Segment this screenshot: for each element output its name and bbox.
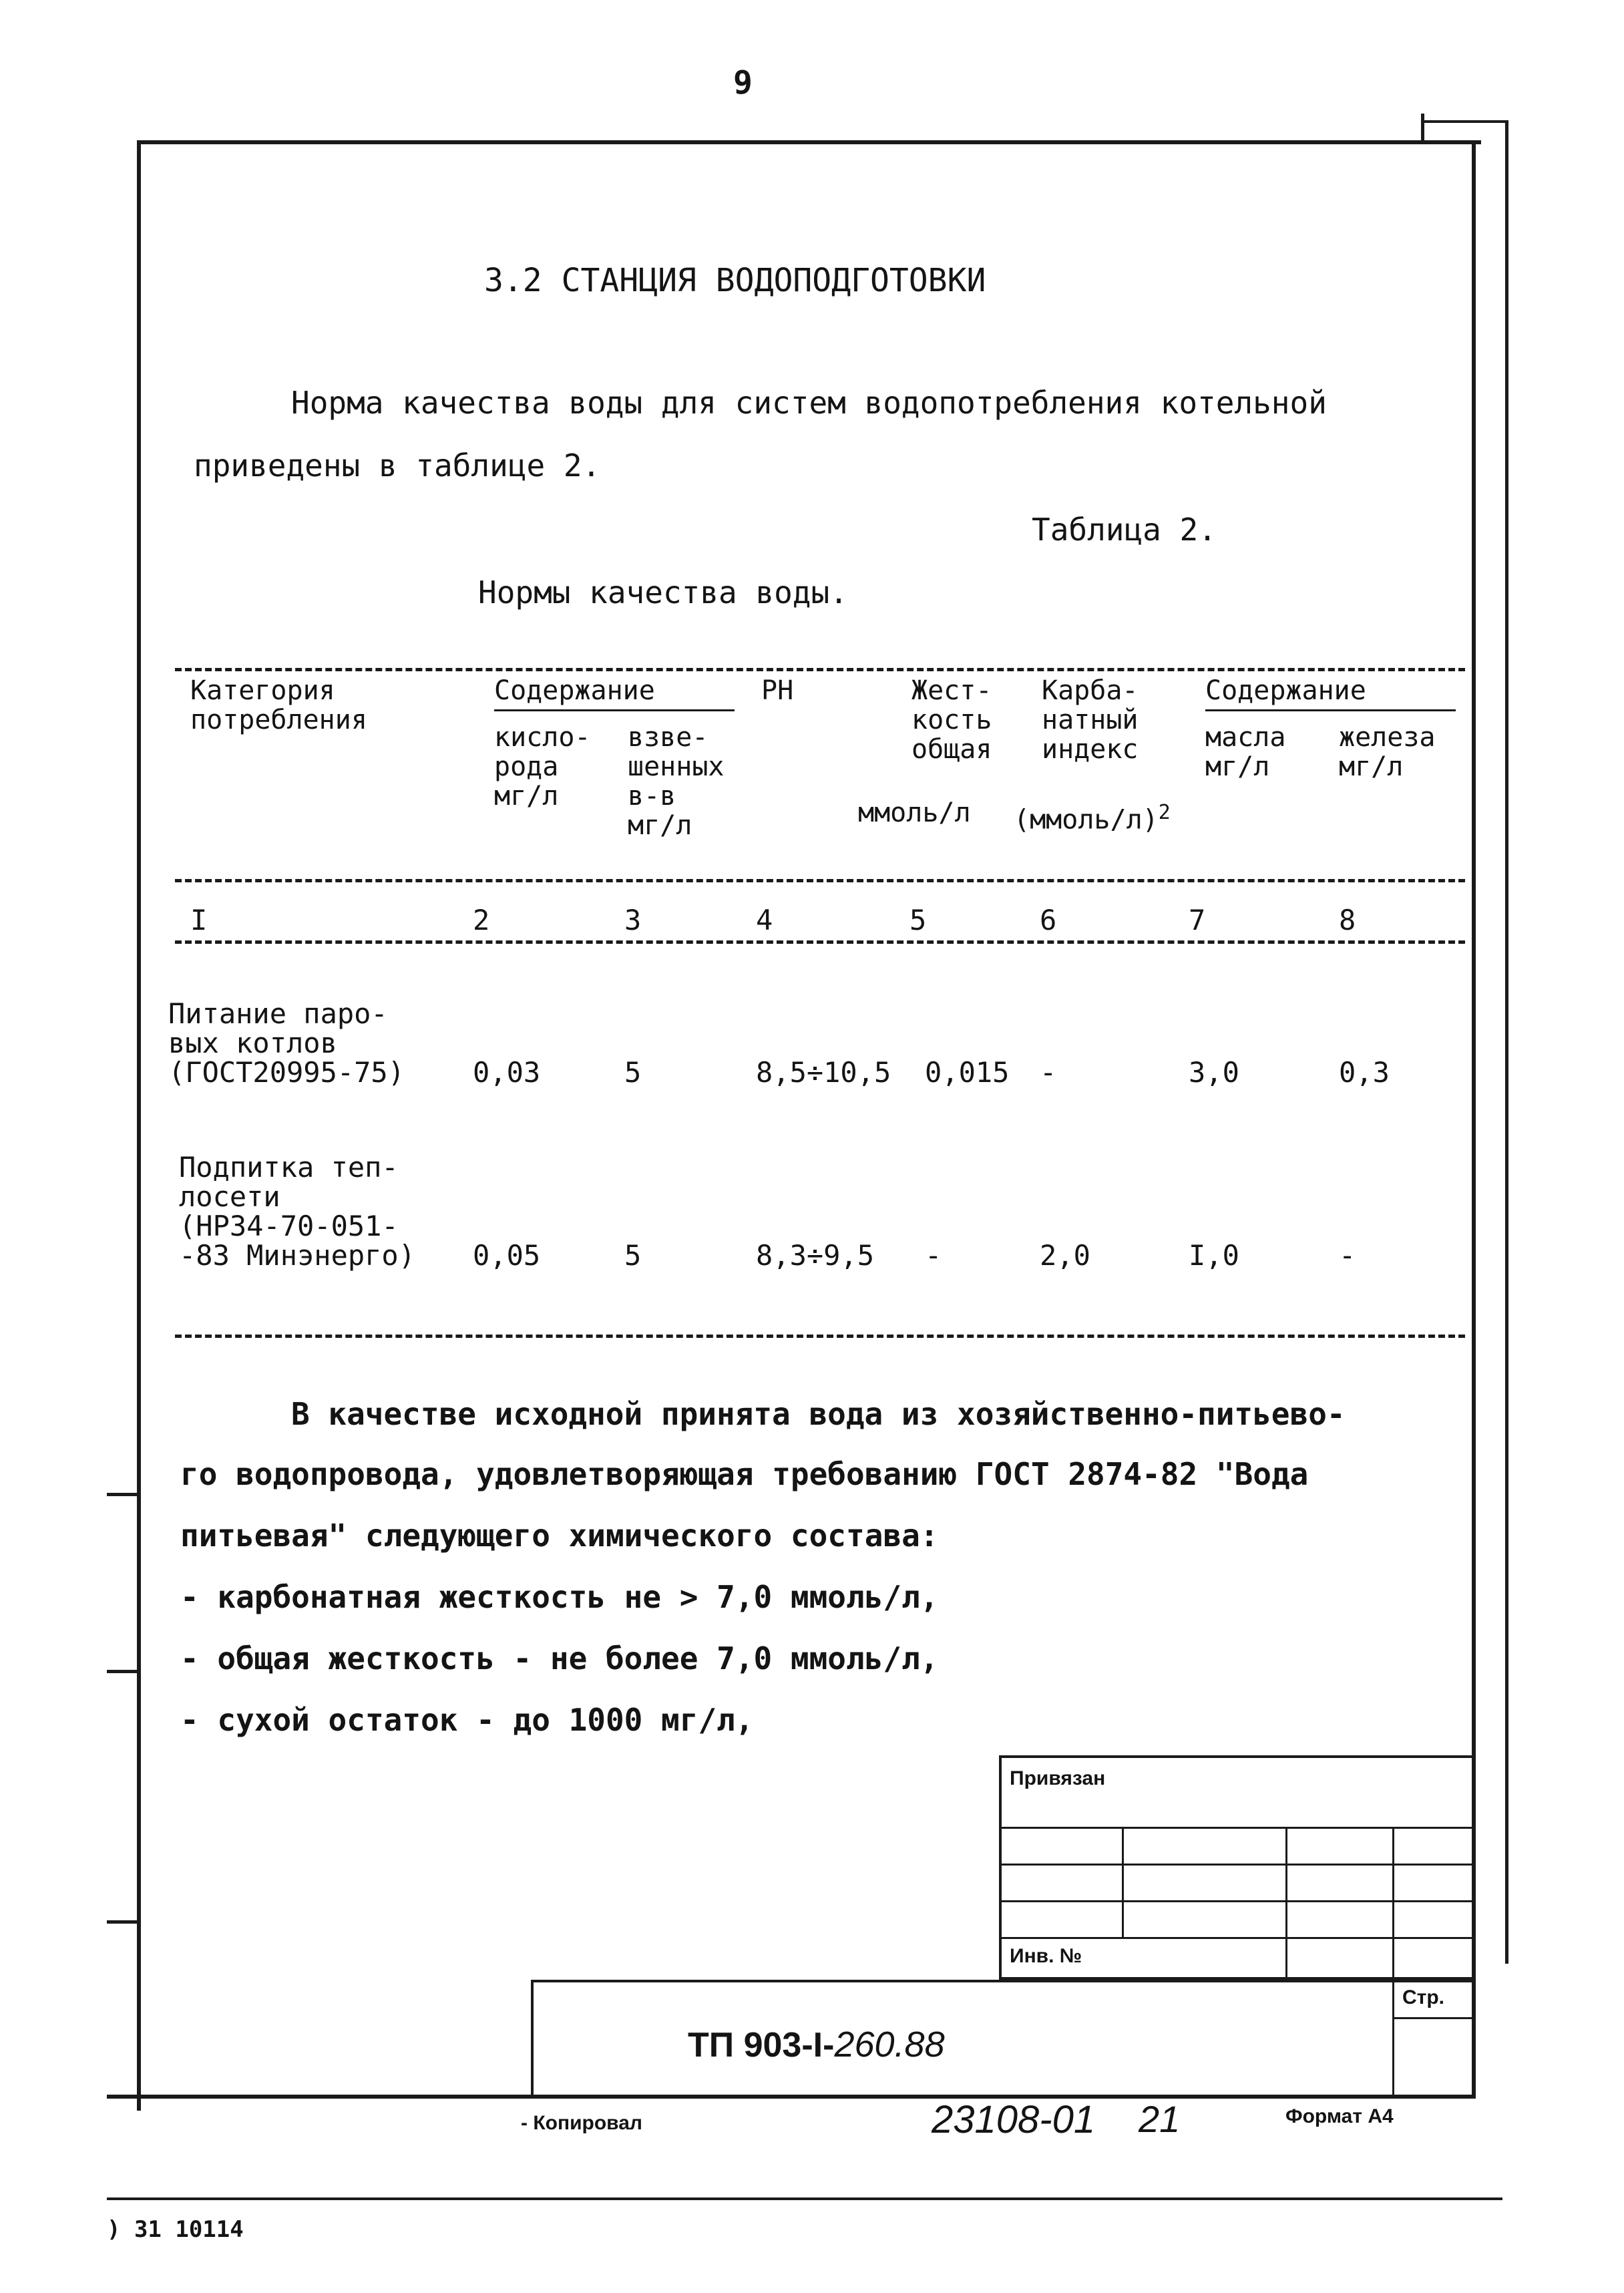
table-row-2-suspended: 5: [624, 1239, 642, 1272]
intro-line-2: приведены в таблице 2.: [194, 448, 601, 484]
frame-left-border: [137, 140, 141, 2111]
bottom-rule: [107, 2197, 1502, 2200]
header-oxygen: кисло- рода мг/л: [494, 722, 591, 812]
stamp-inv-label: Инв. №: [1010, 1945, 1082, 1967]
header-category: Категория потребления: [190, 675, 367, 735]
table-row-1-iron: 0,3: [1339, 1056, 1390, 1089]
list-item: - карбонатная жесткость не > 7,0 ммоль/л,: [180, 1579, 939, 1615]
stamp-grid-line: [999, 1900, 1474, 1902]
table-bottom-rule: [175, 1335, 1465, 1338]
archive-number: 23108-01: [932, 2098, 1096, 2141]
table-row-2-category: Подпитка теп- лосети (НР34-70-051- -83 Минэнерго): [179, 1151, 416, 1272]
table-row-2-oxygen: 0,05: [473, 1239, 541, 1272]
corner-mark-vertical: [1421, 114, 1424, 140]
column-number: 5: [909, 904, 927, 936]
paragraph-line-2: го водопровода, удовлетворяющая требованию ГОСТ 2874-82 "Вода: [180, 1456, 1309, 1492]
header-content-group: Содержание: [494, 675, 655, 706]
table-row-1-ph: 8,5÷10,5: [756, 1056, 891, 1089]
header-content-underline-2: [1205, 709, 1456, 711]
header-bottom-rule: [175, 879, 1465, 882]
stamp-grid-line: [1392, 2017, 1474, 2019]
paragraph-line-1: В качестве исходной принята вода из хозяйственно-питьево-: [291, 1396, 1346, 1432]
header-iron: железа мг/л: [1339, 722, 1436, 782]
column-number: 4: [756, 904, 773, 936]
header-content-group-2: Содержание: [1205, 675, 1366, 706]
header-ph: РН: [761, 675, 794, 706]
copied-label: - Копировал: [521, 2112, 642, 2134]
column-numbers-rule: [175, 940, 1465, 944]
table-title: Нормы качества воды.: [478, 574, 848, 610]
table-top-rule: [175, 668, 1465, 671]
list-item: - общая жесткость - не более 7,0 ммоль/л,: [180, 1640, 939, 1677]
margin-tick: [107, 1920, 140, 1924]
outer-right-border: [1505, 120, 1508, 1964]
stamp-grid-line: [1122, 1827, 1124, 1937]
table-row-2-iron: -: [1339, 1239, 1356, 1272]
table-row-1-hardness: 0,015: [925, 1056, 1010, 1089]
stamp-tied-label: Привязан: [1010, 1767, 1106, 1789]
column-number: 6: [1040, 904, 1057, 936]
table-label: Таблица 2.: [1032, 512, 1217, 548]
stamp-page-label: Стр.: [1402, 1986, 1445, 2008]
format-label: Формат А4: [1285, 2105, 1394, 2127]
intro-line-1: Норма качества воды для систем водопотребления котельной: [291, 385, 1327, 421]
table-row-2-carbonate: 2,0: [1040, 1239, 1090, 1272]
frame-top-border: [139, 140, 1481, 144]
stamp-grid-line: [1392, 1827, 1394, 1980]
header-hardness-unit: ммоль/л: [858, 798, 971, 828]
table-row-2-oil: I,0: [1189, 1239, 1239, 1272]
column-number: I: [190, 904, 208, 936]
header-carbonate: Карба- натный индекс: [1042, 675, 1139, 765]
header-carbonate-unit: (ммоль/л)$^2$: [1014, 801, 1171, 836]
table-row-1-oil: 3,0: [1189, 1056, 1239, 1089]
header-suspended: взве- шенных в-в мг/л: [628, 722, 725, 841]
table-row-2-hardness: -: [925, 1239, 942, 1272]
stamp-grid-line: [1392, 1980, 1394, 2099]
stamp-grid-line: [1285, 1827, 1287, 1980]
margin-tick: [107, 1493, 140, 1496]
section-title: 3.2 СТАНЦИЯ ВОДОПОДГОТОВКИ: [484, 262, 986, 299]
header-oil: масла мг/л: [1205, 722, 1286, 782]
header-hardness: Жест- кость общая: [911, 675, 992, 765]
column-number: 7: [1189, 904, 1206, 936]
column-number: 2: [473, 904, 490, 936]
table-row-1-suspended: 5: [624, 1056, 642, 1089]
header-content-underline: [494, 709, 735, 711]
list-item: - сухой остаток - до 1000 мг/л,: [180, 1702, 754, 1738]
stamp-grid-line: [999, 1864, 1474, 1866]
table-row-2-ph: 8,3÷9,5: [756, 1239, 875, 1272]
stamp-grid-line: [999, 1937, 1474, 1939]
column-number: 8: [1339, 904, 1356, 936]
document-code: ТП 903-I-260.88: [688, 2024, 945, 2065]
paragraph-line-3: питьевая" следующего химического состава:: [180, 1518, 939, 1554]
table-row-1-carbonate: -: [1040, 1056, 1057, 1089]
footer-code: ) 31 10114: [107, 2216, 244, 2243]
corner-mark: [1421, 120, 1508, 123]
sheet-number: 21: [1139, 2098, 1181, 2140]
stamp-grid-line: [999, 1827, 1474, 1829]
table-row-1-oxygen: 0,03: [473, 1056, 541, 1089]
table-row-1-category: Питание паро- вых котлов (ГОСТ20995-75): [168, 997, 405, 1089]
margin-tick: [107, 1670, 140, 1673]
page-number: 9: [733, 64, 753, 102]
column-number: 3: [624, 904, 642, 936]
stamp-code-box: [531, 1980, 1474, 2099]
